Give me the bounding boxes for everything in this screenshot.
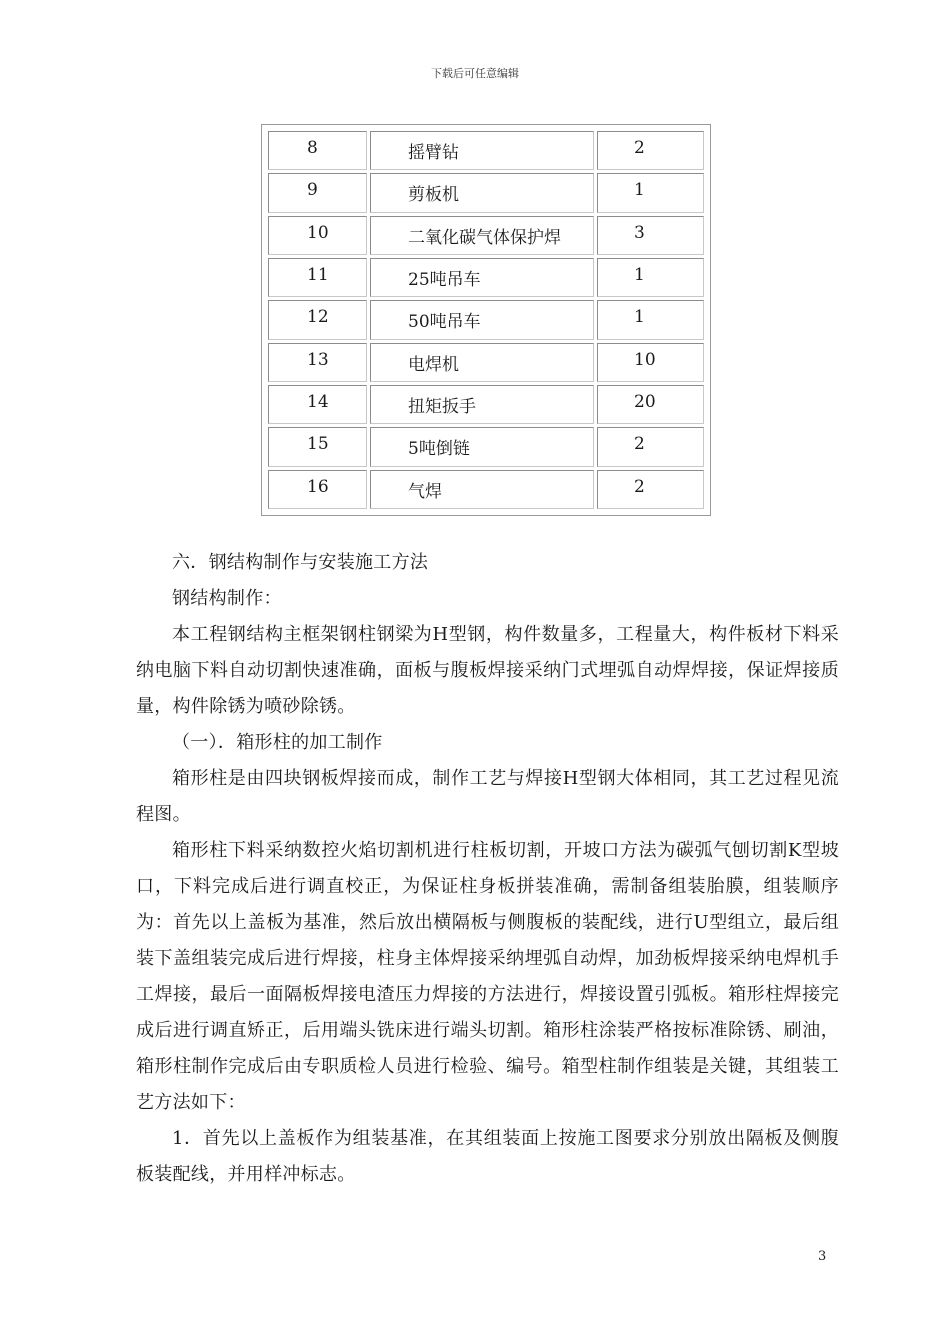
quantity-cell: 3	[597, 216, 704, 255]
table-row	[268, 131, 704, 170]
section-heading: 六．钢结构制作与安装施工方法	[172, 552, 429, 573]
table-row	[268, 216, 704, 255]
equipment-name-cell: 电焊机	[370, 343, 594, 382]
paragraph-box-column-overview: 箱形柱是由四块钢板焊接而成，制作工艺与焊接H型钢大体相同，其工艺过程见流程图。	[136, 768, 839, 825]
equipment-name-cell: 25吨吊车	[370, 258, 594, 297]
equipment-table-body	[268, 131, 704, 509]
equipment-name-cell: 二氧化碳气体保护焊	[370, 216, 594, 255]
quantity-cell: 1	[597, 173, 704, 212]
row-number-cell: 10	[268, 216, 367, 255]
table-row	[268, 470, 704, 509]
equipment-name-cell: 扭矩扳手	[370, 385, 594, 424]
row-number-cell: 12	[268, 300, 367, 339]
table-row	[268, 258, 704, 297]
page-number: 3	[818, 1249, 827, 1264]
quantity-cell: 2	[597, 131, 704, 170]
row-number-cell: 11	[268, 258, 367, 297]
equipment-table	[261, 124, 711, 516]
table-row	[268, 173, 704, 212]
row-number-cell: 16	[268, 470, 367, 509]
paragraph-intro: 本工程钢结构主框架钢柱钢梁为H型钢，构件数量多，工程量大，构件板材下料采纳电脑下料自动切割快速准确，面板与腹板焊接采纳门式埋弧自动焊焊接，保证焊接质量，构件除锈为喷砂除锈。	[136, 624, 839, 717]
equipment-name-cell: 摇臂钻	[370, 131, 594, 170]
sub-heading: 钢结构制作：	[172, 588, 282, 609]
quantity-cell: 2	[597, 470, 704, 509]
equipment-name-cell: 50吨吊车	[370, 300, 594, 339]
table-row	[268, 343, 704, 382]
row-number-cell: 9	[268, 173, 367, 212]
equipment-name-cell: 5吨倒链	[370, 427, 594, 466]
row-number-cell: 8	[268, 131, 367, 170]
quantity-cell: 2	[597, 427, 704, 466]
quantity-cell: 20	[597, 385, 704, 424]
subsection-heading: （一）．箱形柱的加工制作	[172, 732, 383, 753]
page-header: 下载后可任意编辑	[431, 67, 519, 80]
table-row	[268, 300, 704, 339]
paragraph-box-column-process: 箱形柱下料采纳数控火焰切割机进行柱板切割，开坡口方法为碳弧气刨切割K型坡口，下料完成后进行调直校正，为保证柱身板拼装准确，需制备组装胎膜，组装顺序为：首先以上盖板为基准，然后放出横隔板与侧腹板的装配线，进行U型组立，最后组装下盖组装完成后进行焊接，柱身主体焊接采纳埋弧自动焊，加劲板焊接采纳电焊机手工焊接，最后一面隔板焊接电渣压力焊接的方法进行，焊接设置引弧板。箱形柱焊接完成后进行调直矫正，后用端头铣床进行端头切割。箱形柱涂装严格按标准除锈、刷油，箱形柱制作完成后由专职质检人员进行检验、编号。箱型柱制作组装是关键，其组装工艺方法如下：	[136, 840, 839, 1113]
document-body	[136, 545, 839, 1193]
quantity-cell: 1	[597, 300, 704, 339]
equipment-name-cell: 剪板机	[370, 173, 594, 212]
row-number-cell: 15	[268, 427, 367, 466]
paragraph-step-1: 1．首先以上盖板作为组装基准，在其组装面上按施工图要求分别放出隔板及侧腹板装配线，并用样冲标志。	[136, 1128, 839, 1185]
row-number-cell: 13	[268, 343, 367, 382]
quantity-cell: 10	[597, 343, 704, 382]
quantity-cell: 1	[597, 258, 704, 297]
table-row	[268, 385, 704, 424]
table-row	[268, 427, 704, 466]
equipment-name-cell: 气焊	[370, 470, 594, 509]
row-number-cell: 14	[268, 385, 367, 424]
